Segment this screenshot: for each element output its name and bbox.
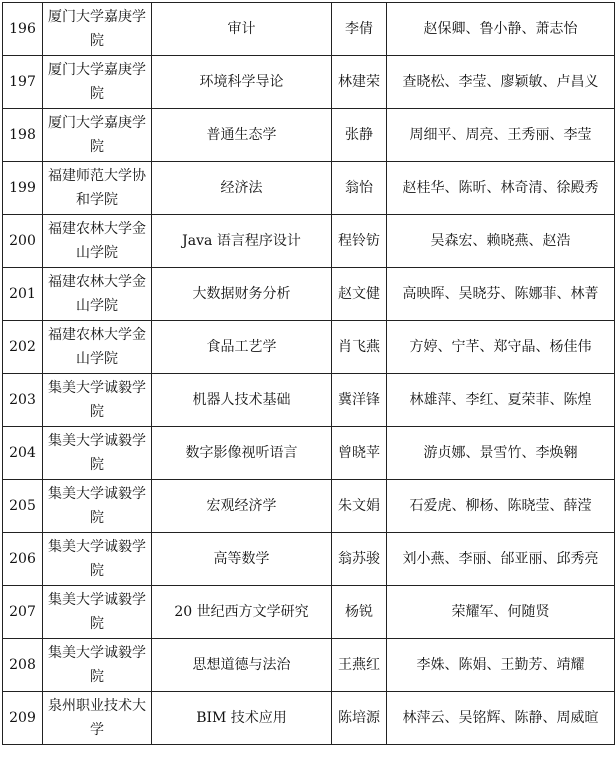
course-name: 经济法 <box>152 162 332 215</box>
school-name: 福建农林大学金山学院 <box>43 215 152 268</box>
row-number: 203 <box>3 374 43 427</box>
table-row <box>3 374 615 427</box>
row-number: 205 <box>3 480 43 533</box>
row-number: 204 <box>3 427 43 480</box>
row-number: 209 <box>3 692 43 745</box>
course-name: 普通生态学 <box>152 109 332 162</box>
course-name: 20 世纪西方文学研究 <box>152 586 332 639</box>
course-name: 大数据财务分析 <box>152 268 332 321</box>
course-name: 宏观经济学 <box>152 480 332 533</box>
school-name: 福建师范大学协和学院 <box>43 162 152 215</box>
school-name: 集美大学诚毅学院 <box>43 533 152 586</box>
course-name: 高等数学 <box>152 533 332 586</box>
team-members: 吴森宏、赖晓燕、赵浩 <box>387 215 615 268</box>
table-row <box>3 3 615 56</box>
course-leader: 赵文健 <box>332 268 387 321</box>
table-row <box>3 268 615 321</box>
course-leader: 肖飞燕 <box>332 321 387 374</box>
team-members: 林雄萍、李红、夏荣菲、陈煌 <box>387 374 615 427</box>
team-members: 赵保卿、鲁小静、萧志怡 <box>387 3 615 56</box>
course-name: Java 语言程序设计 <box>152 215 332 268</box>
school-name: 集美大学诚毅学院 <box>43 639 152 692</box>
team-members: 刘小燕、李丽、邰亚丽、邱秀亮 <box>387 533 615 586</box>
team-members: 石爱虎、柳杨、陈晓莹、薛滢 <box>387 480 615 533</box>
course-leader: 程铃钫 <box>332 215 387 268</box>
row-number: 199 <box>3 162 43 215</box>
row-number: 198 <box>3 109 43 162</box>
table-row <box>3 692 615 745</box>
course-name: 思想道德与法治 <box>152 639 332 692</box>
row-number: 196 <box>3 3 43 56</box>
course-name: 机器人技术基础 <box>152 374 332 427</box>
table-row <box>3 586 615 639</box>
row-number: 201 <box>3 268 43 321</box>
course-leader: 曾晓苹 <box>332 427 387 480</box>
school-name: 集美大学诚毅学院 <box>43 374 152 427</box>
school-name: 泉州职业技术大学 <box>43 692 152 745</box>
school-name: 集美大学诚毅学院 <box>43 586 152 639</box>
course-leader: 李倩 <box>332 3 387 56</box>
table-row <box>3 639 615 692</box>
course-name: 审计 <box>152 3 332 56</box>
course-leader: 翁怡 <box>332 162 387 215</box>
school-name: 厦门大学嘉庚学院 <box>43 56 152 109</box>
team-members: 荣耀军、何随贤 <box>387 586 615 639</box>
course-roster-table <box>2 2 615 745</box>
table-row <box>3 427 615 480</box>
row-number: 206 <box>3 533 43 586</box>
table-row <box>3 162 615 215</box>
course-leader: 林建荣 <box>332 56 387 109</box>
course-leader: 冀洋锋 <box>332 374 387 427</box>
course-name: BIM 技术应用 <box>152 692 332 745</box>
course-name: 环境科学导论 <box>152 56 332 109</box>
table-row <box>3 480 615 533</box>
course-leader: 张静 <box>332 109 387 162</box>
table-row <box>3 321 615 374</box>
row-number: 197 <box>3 56 43 109</box>
course-leader: 杨锐 <box>332 586 387 639</box>
table-row <box>3 215 615 268</box>
school-name: 福建农林大学金山学院 <box>43 268 152 321</box>
row-number: 202 <box>3 321 43 374</box>
school-name: 厦门大学嘉庚学院 <box>43 109 152 162</box>
course-name: 数字影像视听语言 <box>152 427 332 480</box>
school-name: 集美大学诚毅学院 <box>43 480 152 533</box>
course-leader: 王燕红 <box>332 639 387 692</box>
team-members: 方婷、宁芊、郑守晶、杨佳伟 <box>387 321 615 374</box>
school-name: 厦门大学嘉庚学院 <box>43 3 152 56</box>
row-number: 207 <box>3 586 43 639</box>
table-row <box>3 533 615 586</box>
school-name: 福建农林大学金山学院 <box>43 321 152 374</box>
table-row <box>3 56 615 109</box>
team-members: 林萍云、吴铭辉、陈静、周威暄 <box>387 692 615 745</box>
table-body <box>3 3 615 745</box>
team-members: 赵桂华、陈昕、林奇清、徐殿秀 <box>387 162 615 215</box>
team-members: 高映晖、吴晓芬、陈娜菲、林菁 <box>387 268 615 321</box>
row-number: 200 <box>3 215 43 268</box>
team-members: 李姝、陈娟、王勤芳、靖耀 <box>387 639 615 692</box>
course-leader: 翁苏骏 <box>332 533 387 586</box>
row-number: 208 <box>3 639 43 692</box>
course-leader: 朱文娟 <box>332 480 387 533</box>
school-name: 集美大学诚毅学院 <box>43 427 152 480</box>
team-members: 查晓松、李莹、廖颖敏、卢昌义 <box>387 56 615 109</box>
course-name: 食品工艺学 <box>152 321 332 374</box>
team-members: 游贞娜、景雪竹、李焕翱 <box>387 427 615 480</box>
team-members: 周细平、周亮、王秀丽、李莹 <box>387 109 615 162</box>
table-row <box>3 109 615 162</box>
course-leader: 陈培源 <box>332 692 387 745</box>
